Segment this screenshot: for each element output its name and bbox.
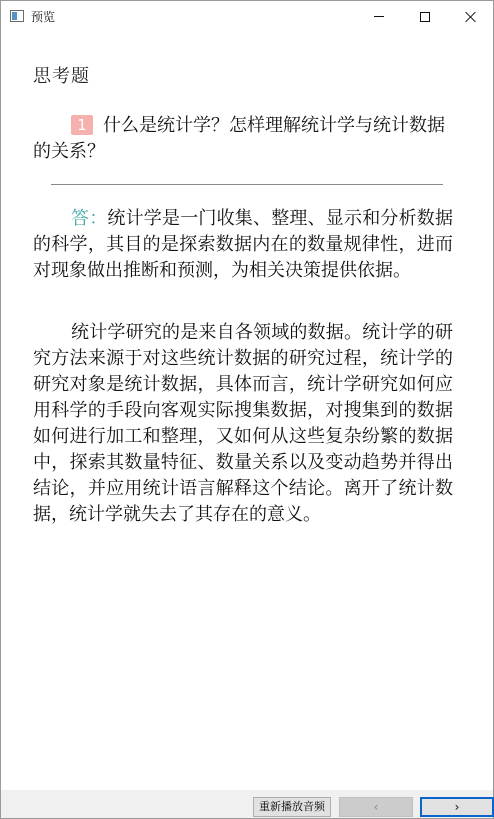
content-area [1,32,493,790]
question-number-badge: 1 [71,115,93,135]
minimize-button[interactable] [356,1,402,32]
answer-label: 答： [71,208,108,229]
minimize-icon [374,16,384,17]
question [33,113,447,165]
close-icon [465,11,477,23]
next-button[interactable] [420,797,494,817]
answer-text: 统计学是一门收集、整理、显示和分析数据的科学，其目的是探索数据内在的数量规律性，进而对现象做出推断和预测，为相关决策提供依据。 [33,208,454,281]
maximize-button[interactable] [402,1,448,32]
question-text: 什么是统计学？怎样理解统计学与统计数据的关系？ [33,115,445,162]
explanation-paragraph: 统计学研究的是来自各领域的数据。统计学的研究方法来源于对这些统计数据的研究过程，统计学的研究对象是统计数据，具体而言，统计学研究如何应用科学的手段向客观实际搜集数据，对搜集到的数据如何进行加工和整理，又如何从这些复杂纷繁的数据中，探索其数量特征、数量关系以及变动趋势并得出结论，并应用统计语言解释这个结论。离开了统计数据，统计学就失去了其存在的意义。 [33,322,453,525]
app-window-icon [10,10,24,22]
replay-audio-button[interactable]: 重新播放音频 [253,797,331,817]
chevron-right-icon: › [454,800,460,814]
section-title: 思考题 [33,66,90,87]
answer-paragraph [33,206,453,284]
previous-button[interactable] [339,797,413,817]
bottom-toolbar [1,790,493,818]
maximize-icon [420,12,430,22]
title-bar[interactable] [1,1,493,32]
chevron-left-icon: ‹ [373,800,379,814]
window-title: 预览 [31,10,56,24]
close-button[interactable] [448,1,494,32]
divider [51,184,443,185]
